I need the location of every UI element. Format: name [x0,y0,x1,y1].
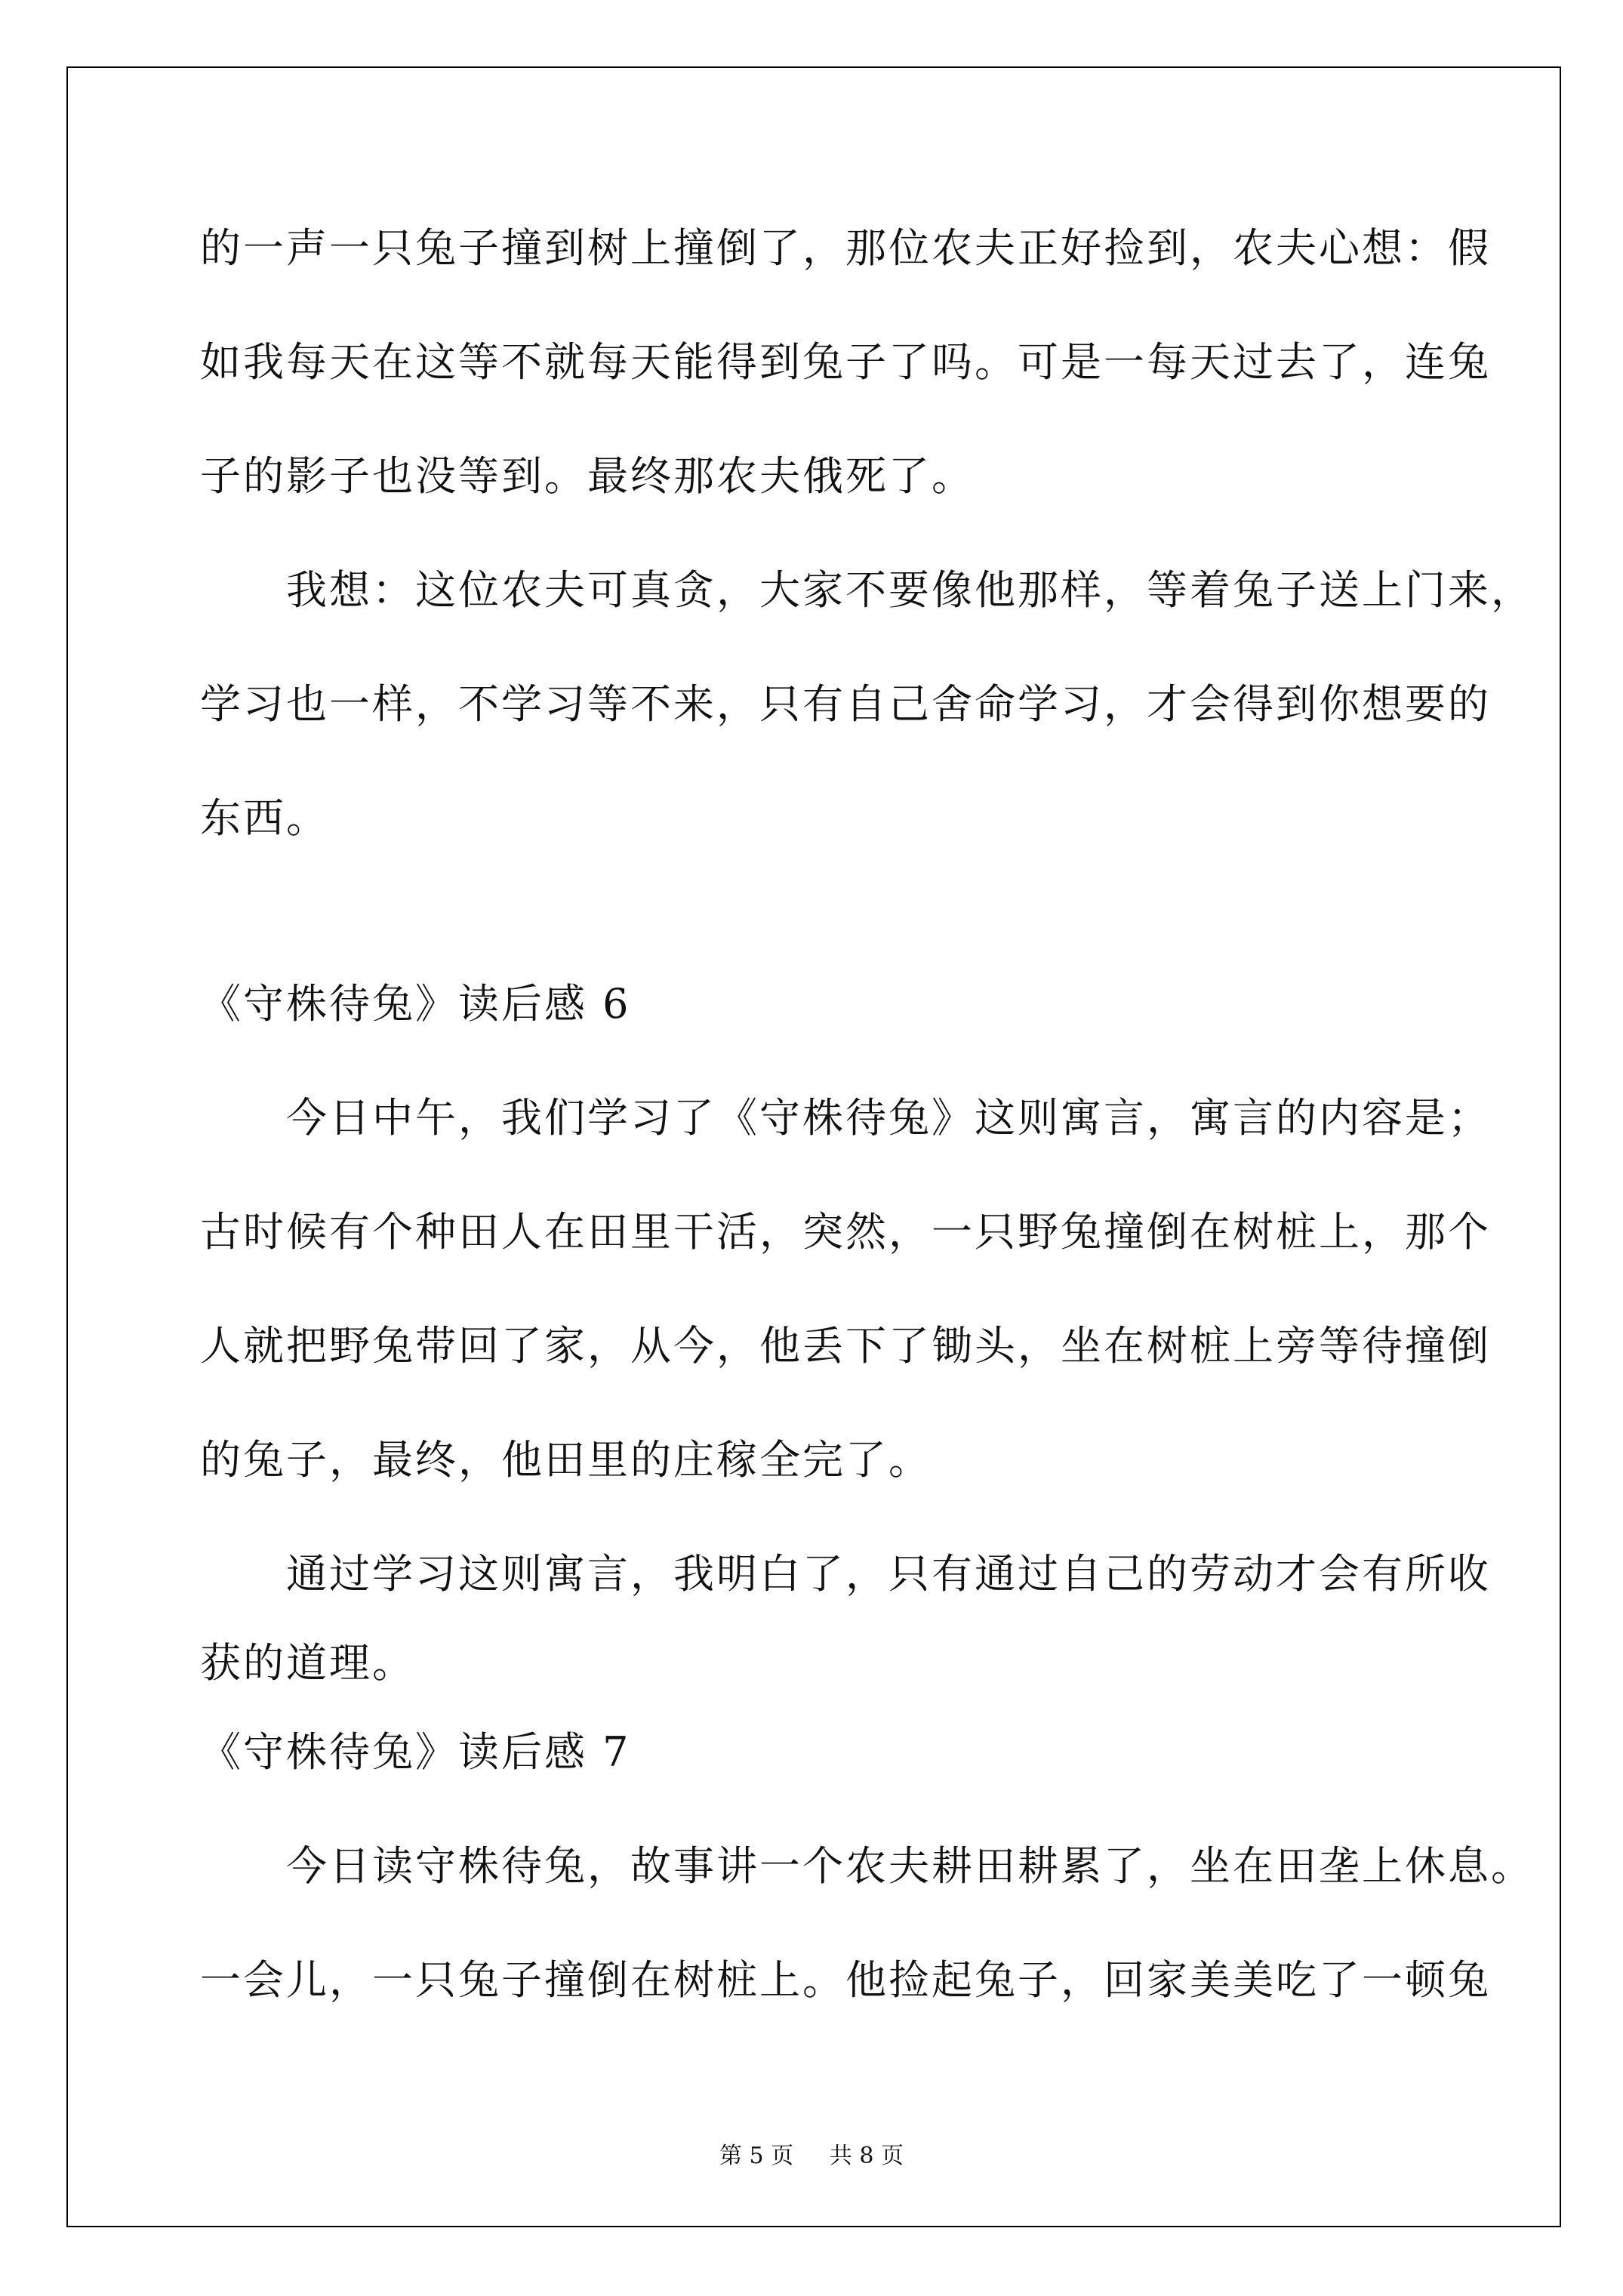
paragraph-line: 学习也一样，不学习等不来，只有自己舍命学习，才会得到你想要的 [200,680,1491,728]
paragraph-line: 的兔子，最终，他田里的庄稼全完了。 [200,1436,932,1484]
paragraph-line: 我想：这位农夫可真贪，大家不要像他那样，等着兔子送上门来， [200,566,1534,614]
paragraph-line: 今日中午，我们学习了《守株待兔》这则寓言，寓言的内容是； [200,1094,1491,1142]
page-total: 共 8 页 [829,2143,904,2169]
paragraph-line: 古时候有个种田人在田里干活，突然，一只野兔撞倒在树桩上，那个 [200,1208,1491,1256]
paragraph-line: 人就把野兔带回了家，从今，他丢下了锄头，坐在树桩上旁等待撞倒 [200,1322,1491,1370]
paragraph-line: 一会儿，一只兔子撞倒在树桩上。他捡起兔子，回家美美吃了一顿兔 [200,1956,1491,2004]
section-heading: 《守株待兔》读后感 6 [200,980,631,1028]
paragraph-line: 的一声一只兔子撞到树上撞倒了，那位农夫正好捡到，农夫心想：假 [200,224,1491,272]
page-footer [0,2137,1623,2170]
paragraph-line: 如我每天在这等不就每天能得到兔子了吗。可是一每天过去了，连兔 [200,338,1491,386]
paragraph-line: 今日读守株待兔，故事讲一个农夫耕田耕累了，坐在田垄上休息。 [200,1842,1534,1890]
paragraph-line: 子的影子也没等到。最终那农夫俄死了。 [200,452,975,500]
page-border [66,66,1561,2227]
paragraph-line: 通过学习这则寓言，我明白了，只有通过自己的劳动才会有所收 [200,1550,1491,1598]
section-heading: 《守株待兔》读后感 7 [200,1728,631,1776]
paragraph-line: 东西。 [200,794,329,842]
page-number: 第 5 页 [719,2143,794,2169]
paragraph-line: 获的道理。 [200,1639,415,1687]
